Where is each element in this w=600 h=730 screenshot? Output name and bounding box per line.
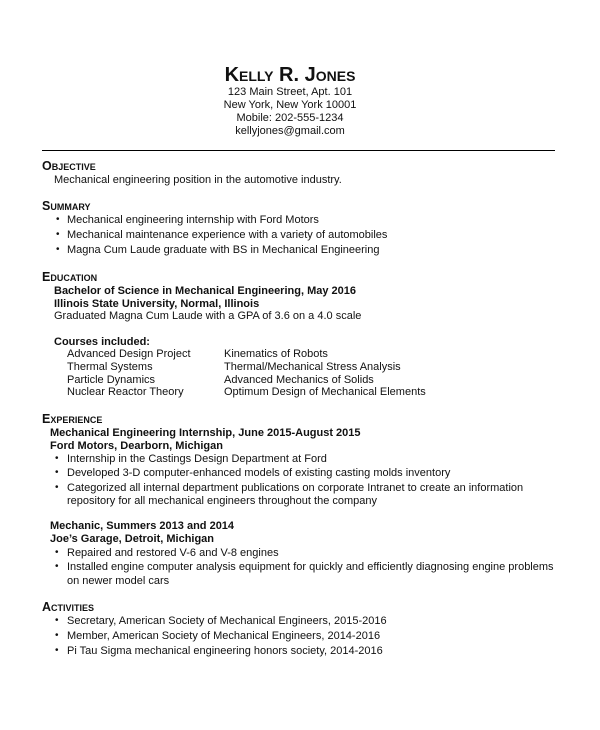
job-item-continued: repository for all mechanical engineers throughout the company (67, 495, 378, 507)
education-heading: Education (42, 270, 98, 284)
objective-heading: Objective (42, 159, 96, 173)
bullet-icon: • (55, 561, 59, 572)
course: Thermal/Mechanical Stress Analysis (224, 361, 401, 373)
job-item: Categorized all internal department publications on corporate Intranet to create an information (67, 482, 524, 494)
summary-item: Mechanical engineering internship with Ford Motors (67, 214, 319, 226)
course: Nuclear Reactor Theory (67, 386, 184, 398)
job-role: Mechanical Engineering Internship, June 2015-August 2015 (50, 427, 361, 439)
gpa: Graduated Magna Cum Laude with a GPA of 3.6 on a 4.0 scale (54, 310, 362, 322)
bullet-icon: • (55, 547, 59, 558)
degree: Bachelor of Science in Mechanical Engineering, May 2016 (54, 285, 356, 297)
bullet-icon: • (56, 229, 60, 240)
address-line-1: 123 Main Street, Apt. 101 (227, 86, 353, 98)
job-employer: Joe’s Garage, Detroit, Michigan (50, 533, 215, 545)
course: Optimum Design of Mechanical Elements (224, 386, 426, 398)
summary-item: Magna Cum Laude graduate with BS in Mechanical Engineering (67, 244, 380, 256)
course: Kinematics of Robots (224, 348, 328, 360)
experience-heading: Experience (42, 412, 103, 426)
job-role: Mechanic, Summers 2013 and 2014 (50, 520, 235, 532)
bullet-icon: • (55, 453, 59, 464)
job-item: Installed engine computer analysis equipment for quickly and efficiently diagnosing engine problems (67, 561, 554, 573)
phone: Mobile: 202-555-1234 (236, 112, 344, 124)
activities-heading: Activities (42, 600, 95, 614)
summary-heading: Summary (42, 199, 91, 213)
activity-item: Member, American Society of Mechanical Engineers, 2014-2016 (67, 630, 381, 642)
activity-item: Secretary, American Society of Mechanical Engineers, 2015-2016 (67, 615, 387, 627)
course: Advanced Design Project (67, 348, 191, 360)
job-item: Internship in the Castings Design Department at Ford (67, 453, 327, 465)
objective-text: Mechanical engineering position in the automotive industry. (54, 174, 342, 186)
address-line-2: New York, New York 10001 (223, 99, 357, 111)
summary-item: Mechanical maintenance experience with a variety of automobiles (67, 229, 388, 241)
bullet-icon: • (56, 214, 60, 225)
bullet-icon: • (55, 615, 59, 626)
bullet-icon: • (55, 645, 59, 656)
email: kellyjones@gmail.com (235, 125, 345, 137)
courses-label: Courses included: (54, 336, 150, 348)
divider (42, 150, 555, 151)
bullet-icon: • (55, 467, 59, 478)
job-item: Repaired and restored V-6 and V-8 engines (67, 547, 279, 559)
bullet-icon: • (55, 630, 59, 641)
job-item-continued: on newer model cars (67, 575, 170, 587)
bullet-icon: • (56, 244, 60, 255)
course: Advanced Mechanics of Solids (224, 374, 374, 386)
name: Kelly R. Jones (224, 64, 356, 86)
course: Particle Dynamics (67, 374, 156, 386)
course: Thermal Systems (67, 361, 153, 373)
bullet-icon: • (55, 482, 59, 493)
activity-item: Pi Tau Sigma mechanical engineering honors society, 2014-2016 (67, 645, 383, 657)
job-employer: Ford Motors, Dearborn, Michigan (50, 440, 223, 452)
school: Illinois State University, Normal, Illinois (54, 298, 260, 310)
job-item: Developed 3-D computer-enhanced models of existing casting molds inventory (67, 467, 451, 479)
